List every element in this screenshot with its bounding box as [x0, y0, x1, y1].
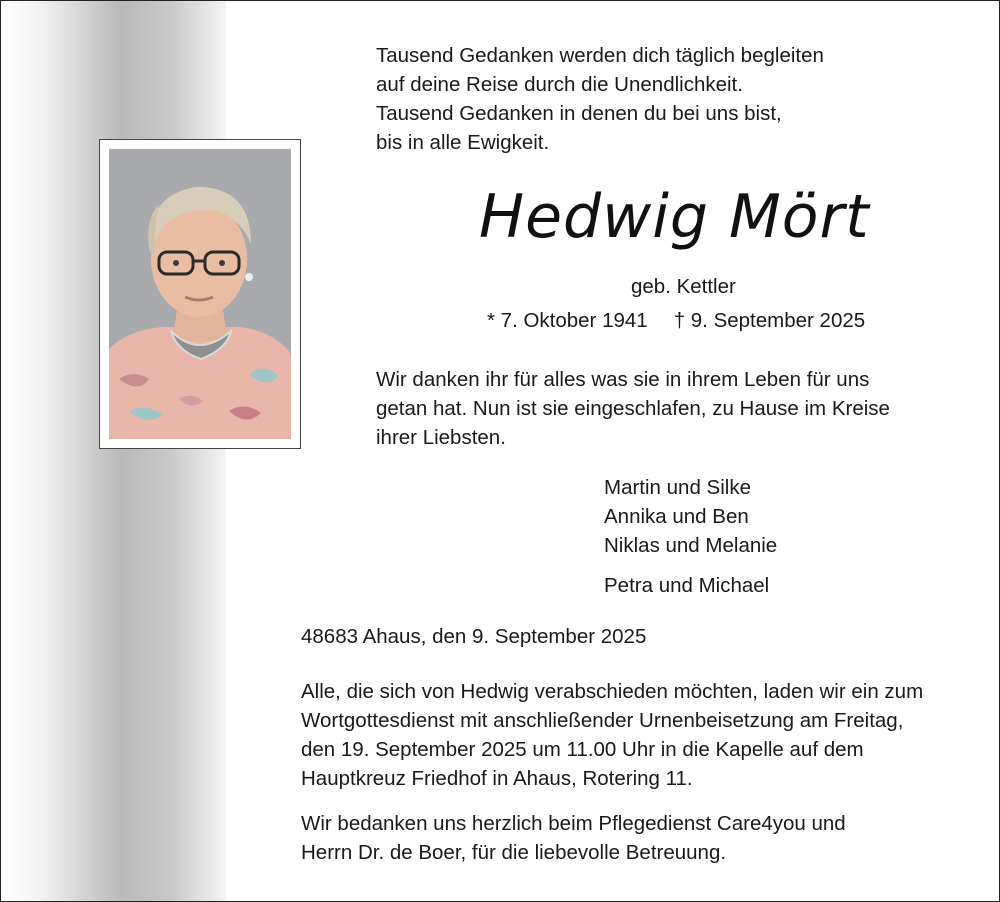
thanks-line: ihrer Liebsten. [376, 426, 506, 449]
poem-line: auf deine Reise durch die Unendlichkeit. [376, 73, 743, 96]
service-line: Hauptkreuz Friedhof in Ahaus, Rotering 11. [301, 767, 693, 790]
memorial-poem [376, 41, 824, 157]
portrait-frame [99, 139, 301, 449]
service-line: Alle, die sich von Hedwig verabschieden möchten, laden wir ein zum [301, 680, 924, 703]
service-line: Wortgottesdienst mit anschließender Urnenbeisetzung am Freitag, [301, 709, 904, 732]
thanks-paragraph [376, 365, 890, 452]
family-member: Martin und Silke [604, 476, 751, 499]
portrait-illustration [109, 149, 291, 439]
family-list-secondary [604, 571, 769, 600]
thanks-line: getan hat. Nun ist sie eingeschlafen, zu Hause im Kreise [376, 397, 890, 420]
poem-line: Tausend Gedanken in denen du bei uns bist, [376, 102, 782, 125]
gratitude-line: Herrn Dr. de Boer, für die liebevolle Betreuung. [301, 841, 727, 864]
place-and-date: 48683 Ahaus, den 9. September 2025 [301, 625, 647, 648]
service-line: den 19. September 2025 um 11.00 Uhr in die Kapelle auf dem [301, 738, 864, 761]
family-list [604, 473, 777, 560]
deceased-name: Hedwig Mört [479, 182, 870, 252]
family-member: Annika und Ben [604, 505, 749, 528]
service-announcement [301, 677, 923, 793]
gratitude-line: Wir bedanken uns herzlich beim Pflegedienst Care4you und [301, 812, 846, 835]
gratitude-paragraph [301, 809, 846, 867]
poem-line: bis in alle Ewigkeit. [376, 131, 550, 154]
poem-line: Tausend Gedanken werden dich täglich begleiten [376, 44, 824, 67]
portrait-photo [109, 149, 291, 439]
death-date: † 9. September 2025 [673, 309, 866, 332]
birth-name: geb. Kettler [631, 275, 736, 298]
life-dates [487, 306, 865, 335]
family-member: Niklas und Melanie [604, 534, 778, 557]
birth-date: * 7. Oktober 1941 [487, 309, 648, 332]
gray-gradient-band [1, 1, 226, 901]
thanks-line: Wir danken ihr für alles was sie in ihrem Leben für uns [376, 368, 870, 391]
family-member: Petra und Michael [604, 574, 770, 597]
